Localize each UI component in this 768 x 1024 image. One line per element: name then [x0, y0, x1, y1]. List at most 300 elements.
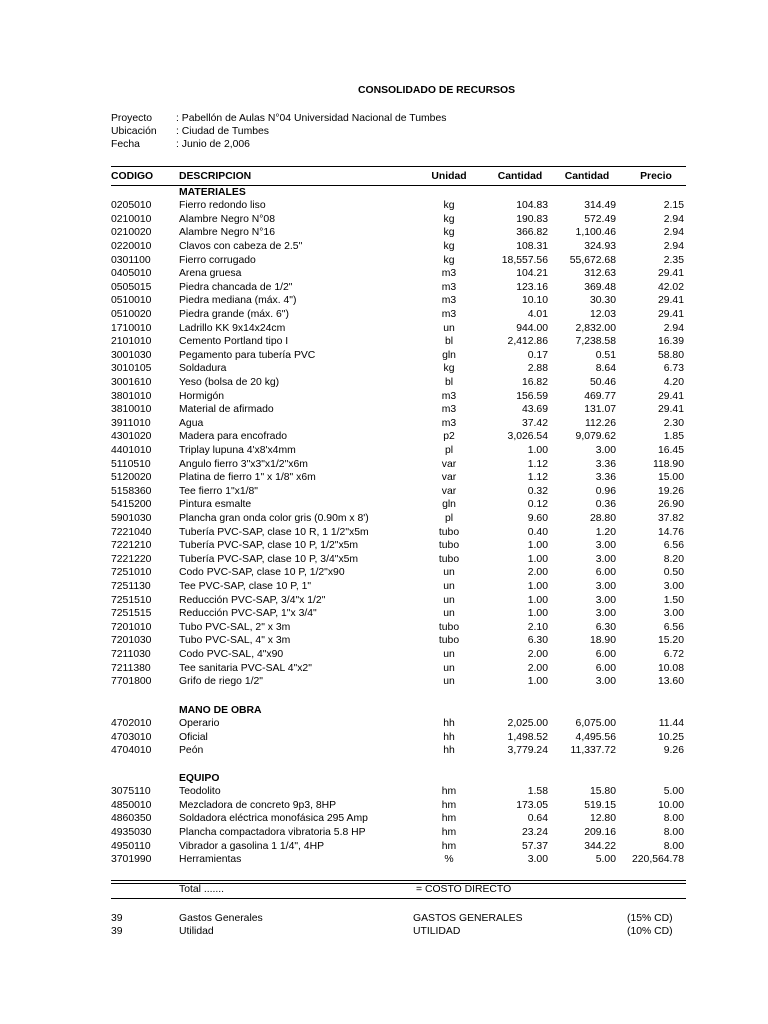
descripcion-cell: Tee fierro 1"x1/8"	[179, 485, 258, 497]
cantidad-2-cell: 55,672.68	[569, 254, 616, 266]
cantidad-2-cell: 6.30	[595, 621, 616, 633]
section-heading: MATERIALES	[179, 186, 246, 198]
cantidad-1-cell: 1.12	[527, 458, 548, 470]
table-row	[0, 404, 768, 418]
precio-cell: 6.72	[663, 648, 684, 660]
table-row	[0, 282, 768, 296]
precio-cell: 2.94	[663, 322, 684, 334]
codigo-cell: 7211380	[111, 662, 151, 674]
precio-cell: 14.76	[657, 526, 684, 538]
table-row	[0, 418, 768, 432]
descripcion-cell: Angulo fierro 3"x3"x1/2"x6m	[179, 458, 308, 470]
cantidad-1-cell: 104.21	[516, 268, 548, 280]
table-row	[0, 663, 768, 677]
unidad-cell: p2	[443, 431, 455, 443]
codigo-cell: 1710010	[111, 322, 152, 334]
descripcion-cell: Plancha gran onda color gris (0.90m x 8')	[179, 512, 369, 524]
table-row	[0, 459, 768, 473]
descripcion-cell: Tee PVC-SAP, clase 10 P, 1"	[179, 580, 312, 592]
unidad-cell: hh	[443, 745, 455, 757]
cantidad-2-cell: 3.00	[595, 608, 616, 620]
unidad-cell: var	[441, 458, 457, 470]
descripcion-cell: Hormigón	[179, 390, 225, 402]
codigo-cell: 3001030	[111, 349, 152, 361]
table-row	[0, 786, 768, 800]
indirect-pct: (10% CD)	[627, 926, 673, 937]
cantidad-2-cell: 3.00	[595, 540, 616, 552]
cantidad-2-cell: 28.80	[589, 512, 616, 524]
codigo-cell: 7201030	[111, 635, 152, 647]
precio-cell: 8.00	[663, 840, 684, 852]
precio-cell: 2.94	[663, 240, 684, 252]
cantidad-2-cell: 6.00	[595, 648, 616, 660]
table-row	[0, 268, 768, 282]
descripcion-cell: Cemento Portland tipo I	[179, 336, 289, 348]
codigo-cell: 7221040	[111, 526, 152, 538]
precio-cell: 1.50	[663, 594, 684, 606]
indirect-label: UTILIDAD	[413, 926, 461, 937]
codigo-cell: 5110510	[111, 458, 151, 470]
codigo-cell: 7251130	[111, 580, 151, 592]
indirect-desc: Gastos Generales	[179, 913, 263, 924]
cantidad-2-cell: 4,495.56	[575, 731, 616, 743]
cantidad-2-cell: 12.80	[589, 813, 616, 825]
total-top-rule	[111, 880, 686, 881]
total-value: = COSTO DIRECTO	[416, 884, 512, 895]
descripcion-cell: Piedra chancada de 1/2"	[179, 281, 293, 293]
cantidad-1-cell: 156.59	[516, 390, 548, 402]
precio-cell: 29.41	[657, 268, 684, 280]
cantidad-1-cell: 1.12	[527, 472, 548, 484]
codigo-cell: 2101010	[111, 336, 152, 348]
codigo-cell: 3010105	[111, 363, 152, 375]
cantidad-2-cell: 6.00	[595, 662, 616, 674]
codigo-cell: 3001610	[111, 376, 152, 388]
header-top-rule	[111, 166, 686, 167]
cantidad-1-cell: 10.10	[521, 295, 548, 307]
cantidad-1-cell: 4.01	[527, 308, 548, 320]
descripcion-cell: Reducción PVC-SAP, 3/4"x 1/2"	[179, 594, 326, 606]
indirect-label: GASTOS GENERALES	[413, 913, 523, 924]
unidad-cell: m3	[441, 295, 457, 307]
precio-cell: 9.26	[663, 745, 684, 757]
unidad-cell: m3	[441, 281, 457, 293]
table-row	[0, 323, 768, 337]
precio-cell: 8.20	[663, 553, 684, 565]
proyecto-value: : Pabellón de Aulas N°04 Universidad Nacional de Tumbes	[176, 113, 447, 124]
precio-cell: 118.90	[652, 458, 684, 470]
cantidad-1-cell: 2.00	[527, 662, 548, 674]
descripcion-cell: Madera para encofrado	[179, 431, 288, 443]
codigo-cell: 4860350	[111, 813, 152, 825]
table-row	[0, 486, 768, 500]
unidad-cell: hm	[441, 840, 457, 852]
indirect-code: 39	[111, 926, 123, 937]
unidad-cell: tubo	[438, 553, 460, 565]
precio-cell: 10.00	[657, 799, 684, 811]
cantidad-1-cell: 6.30	[527, 635, 548, 647]
codigo-cell: 5158360	[111, 485, 152, 497]
precio-cell: 29.41	[657, 390, 684, 402]
precio-cell: 13.60	[657, 676, 684, 688]
table-row	[0, 608, 768, 622]
descripcion-cell: Clavos con cabeza de 2.5"	[179, 240, 303, 252]
codigo-cell: 0505015	[111, 281, 152, 293]
document-title: CONSOLIDADO DE RECURSOS	[358, 85, 516, 96]
cantidad-1-cell: 18,557.56	[501, 254, 548, 266]
cantidad-1-cell: 190.83	[516, 213, 548, 225]
proyecto-label: Proyecto	[111, 113, 153, 124]
indirect-code: 39	[111, 913, 123, 924]
table-row	[0, 255, 768, 269]
codigo-cell: 7251515	[111, 608, 152, 620]
cantidad-1-cell: 0.12	[527, 499, 548, 511]
cantidad-1-cell: 3,026.54	[507, 431, 548, 443]
descripcion-cell: Grifo de riego 1/2"	[179, 676, 263, 688]
codigo-cell: 0510010	[111, 295, 152, 307]
precio-cell: 26.90	[657, 499, 684, 511]
cantidad-1-cell: 1,498.52	[507, 731, 548, 743]
cantidad-1-cell: 1.58	[527, 786, 548, 798]
section-heading: EQUIPO	[179, 772, 220, 784]
cantidad-2-cell: 131.07	[584, 404, 616, 416]
cantidad-2-cell: 0.51	[595, 349, 616, 361]
codigo-cell: 4950110	[111, 840, 151, 852]
table-row	[0, 377, 768, 391]
table-row	[0, 854, 768, 868]
unidad-cell: gln	[442, 349, 456, 361]
cantidad-1-cell: 1.00	[527, 553, 548, 565]
cantidad-1-cell: 1.00	[527, 608, 548, 620]
table-row	[0, 800, 768, 814]
codigo-cell: 4401010	[111, 444, 152, 456]
cantidad-1-cell: 3.00	[527, 854, 548, 866]
precio-cell: 3.00	[663, 580, 684, 592]
codigo-cell: 7251010	[111, 567, 152, 579]
unidad-cell: hm	[441, 799, 457, 811]
descripcion-cell: Soldadora eléctrica monofásica 295 Amp	[179, 813, 368, 825]
table-row	[0, 649, 768, 663]
table-row	[0, 363, 768, 377]
precio-cell: 2.35	[663, 254, 684, 266]
cantidad-2-cell: 7,238.58	[575, 336, 616, 348]
descripcion-cell: Alambre Negro N°16	[179, 227, 275, 239]
unidad-cell: pl	[444, 512, 454, 524]
cantidad-2-cell: 0.96	[595, 485, 616, 497]
table-row	[0, 200, 768, 214]
cantidad-1-cell: 123.16	[516, 281, 548, 293]
total-bottom-rule	[111, 898, 686, 899]
descripcion-cell: Fierro redondo liso	[179, 200, 266, 212]
descripcion-cell: Tubo PVC-SAL, 4" x 3m	[179, 635, 291, 647]
table-row	[0, 745, 768, 759]
codigo-cell: 4703010	[111, 731, 152, 743]
cantidad-1-cell: 9.60	[527, 512, 548, 524]
unidad-cell: un	[443, 608, 455, 620]
cantidad-2-cell: 11,337.72	[570, 745, 616, 757]
codigo-cell: 4704010	[111, 745, 152, 757]
unidad-cell: bl	[444, 336, 454, 348]
precio-cell: 2.15	[663, 200, 684, 212]
header-codigo: CODIGO	[111, 171, 154, 182]
cantidad-1-cell: 0.17	[527, 349, 548, 361]
ubicacion-value: : Ciudad de Tumbes	[176, 126, 269, 137]
precio-cell: 1.85	[663, 431, 684, 443]
cantidad-1-cell: 366.82	[516, 227, 548, 239]
descripcion-cell: Herramientas	[179, 854, 242, 866]
header-cantidad-2: Cantidad	[564, 171, 610, 182]
unidad-cell: hm	[441, 786, 457, 798]
precio-cell: 58.80	[657, 349, 684, 361]
unidad-cell: un	[443, 322, 455, 334]
cantidad-1-cell: 0.64	[527, 813, 548, 825]
descripcion-cell: Tee sanitaria PVC-SAL 4"x2"	[179, 662, 312, 674]
cantidad-2-cell: 15.80	[589, 786, 616, 798]
precio-cell: 10.08	[657, 662, 684, 674]
codigo-cell: 0301100	[111, 254, 151, 266]
table-row	[0, 554, 768, 568]
unidad-cell: m3	[441, 417, 457, 429]
table-row	[0, 295, 768, 309]
unidad-cell: un	[443, 648, 455, 660]
ubicacion-label: Ubicación	[111, 126, 157, 137]
indirect-desc: Utilidad	[179, 926, 214, 937]
precio-cell: 29.41	[657, 308, 684, 320]
cantidad-2-cell: 1.20	[595, 526, 616, 538]
descripcion-cell: Mezcladora de concreto 9p3, 8HP	[179, 799, 337, 811]
table-row	[0, 350, 768, 364]
unidad-cell: tubo	[438, 540, 460, 552]
descripcion-cell: Pegamento para tubería PVC	[179, 349, 316, 361]
cantidad-1-cell: 2,412.86	[507, 336, 548, 348]
table-row	[0, 595, 768, 609]
table-row	[0, 841, 768, 855]
cantidad-2-cell: 519.15	[584, 799, 616, 811]
precio-cell: 0.50	[663, 567, 684, 579]
descripcion-cell: Triplay lupuna 4'x8'x4mm	[179, 444, 296, 456]
unidad-cell: kg	[443, 240, 455, 252]
cantidad-1-cell: 1.00	[527, 580, 548, 592]
table-row	[0, 567, 768, 581]
cantidad-2-cell: 2,832.00	[575, 322, 616, 334]
precio-cell: 2.94	[663, 213, 684, 225]
cantidad-2-cell: 572.49	[584, 213, 616, 225]
codigo-cell: 3911010	[111, 417, 151, 429]
table-row	[0, 813, 768, 827]
cantidad-1-cell: 2.00	[527, 567, 548, 579]
descripcion-cell: Codo PVC-SAP, clase 10 P, 1/2"x90	[179, 567, 345, 579]
codigo-cell: 4850010	[111, 799, 152, 811]
cantidad-2-cell: 8.64	[595, 363, 616, 375]
precio-cell: 2.94	[663, 227, 684, 239]
unidad-cell: kg	[443, 363, 455, 375]
descripcion-cell: Plancha compactadora vibratoria 5.8 HP	[179, 826, 366, 838]
unidad-cell: tubo	[438, 621, 460, 633]
unidad-cell: gln	[442, 499, 456, 511]
precio-cell: 15.20	[657, 635, 684, 647]
table-row	[0, 622, 768, 636]
cantidad-1-cell: 108.31	[516, 240, 548, 252]
cantidad-2-cell: 209.16	[584, 826, 616, 838]
unidad-cell: hh	[443, 718, 455, 730]
cantidad-2-cell: 3.00	[595, 676, 616, 688]
codigo-cell: 4935030	[111, 826, 152, 838]
cantidad-2-cell: 9,079.62	[575, 431, 616, 443]
precio-cell: 6.73	[663, 363, 684, 375]
descripcion-cell: Piedra mediana (máx. 4")	[179, 295, 297, 307]
descripcion-cell: Tubería PVC-SAP, clase 10 P, 3/4"x5m	[179, 553, 359, 565]
table-row	[0, 309, 768, 323]
unidad-cell: var	[441, 485, 457, 497]
cantidad-1-cell: 944.00	[516, 322, 548, 334]
cantidad-2-cell: 18.90	[589, 635, 616, 647]
table-row	[0, 227, 768, 241]
descripcion-cell: Tubería PVC-SAP, clase 10 P, 1/2"x5m	[179, 540, 359, 552]
descripcion-cell: Tubo PVC-SAL, 2" x 3m	[179, 621, 291, 633]
unidad-cell: m3	[441, 404, 457, 416]
cantidad-2-cell: 5.00	[595, 854, 616, 866]
precio-cell: 29.41	[657, 404, 684, 416]
table-row	[0, 527, 768, 541]
unidad-cell: un	[443, 676, 455, 688]
precio-cell: 6.56	[663, 621, 684, 633]
cantidad-1-cell: 1.00	[527, 444, 548, 456]
precio-cell: 8.00	[663, 826, 684, 838]
cantidad-1-cell: 16.82	[521, 376, 548, 388]
table-row	[0, 336, 768, 350]
cantidad-1-cell: 1.00	[527, 540, 548, 552]
cantidad-2-cell: 369.48	[584, 281, 616, 293]
unidad-cell: un	[443, 594, 455, 606]
cantidad-2-cell: 3.36	[595, 472, 616, 484]
descripcion-cell: Fierro corrugado	[179, 254, 256, 266]
cantidad-1-cell: 37.42	[521, 417, 548, 429]
unidad-cell: bl	[444, 376, 454, 388]
table-row	[0, 540, 768, 554]
codigo-cell: 5901030	[111, 512, 152, 524]
codigo-cell: 3801010	[111, 390, 152, 402]
cantidad-1-cell: 1.00	[527, 676, 548, 688]
unidad-cell: m3	[441, 390, 457, 402]
unidad-cell: un	[443, 580, 455, 592]
cantidad-1-cell: 23.24	[521, 826, 548, 838]
codigo-cell: 5120020	[111, 472, 152, 484]
table-row	[0, 445, 768, 459]
cantidad-1-cell: 173.05	[516, 799, 548, 811]
table-row	[0, 472, 768, 486]
descripcion-cell: Operario	[179, 718, 220, 730]
unidad-cell: kg	[443, 200, 455, 212]
table-row	[0, 499, 768, 513]
cantidad-2-cell: 6.00	[595, 567, 616, 579]
table-row	[0, 581, 768, 595]
descripcion-cell: Tubería PVC-SAP, clase 10 R, 1 1/2"x5m	[179, 526, 369, 538]
table-row	[0, 391, 768, 405]
cantidad-2-cell: 324.93	[584, 240, 616, 252]
cantidad-2-cell: 344.22	[584, 840, 616, 852]
codigo-cell: 7221220	[111, 553, 152, 565]
cantidad-1-cell: 2,025.00	[507, 718, 548, 730]
unidad-cell: pl	[444, 444, 454, 456]
cantidad-2-cell: 3.00	[595, 594, 616, 606]
codigo-cell: 0205010	[111, 200, 152, 212]
header-cantidad-1: Cantidad	[497, 171, 543, 182]
unidad-cell: un	[443, 567, 455, 579]
table-row	[0, 513, 768, 527]
cantidad-2-cell: 0.36	[595, 499, 616, 511]
unidad-cell: m3	[441, 308, 457, 320]
cantidad-2-cell: 469.77	[584, 390, 616, 402]
unidad-cell: un	[443, 662, 455, 674]
codigo-cell: 0210020	[111, 227, 152, 239]
precio-cell: 19.26	[657, 485, 684, 497]
codigo-cell: 3075110	[111, 786, 151, 798]
codigo-cell: 7211030	[111, 648, 151, 660]
cantidad-2-cell: 50.46	[589, 376, 616, 388]
codigo-cell: 4702010	[111, 718, 152, 730]
precio-cell: 2.30	[663, 417, 684, 429]
section-heading: MANO DE OBRA	[179, 704, 262, 716]
unidad-cell: hm	[441, 813, 457, 825]
codigo-cell: 4301020	[111, 431, 152, 443]
unidad-cell: var	[441, 472, 457, 484]
precio-cell: 11.44	[658, 718, 684, 730]
precio-cell: 8.00	[663, 813, 684, 825]
precio-cell: 6.56	[663, 540, 684, 552]
descripcion-cell: Vibrador a gasolina 1 1/4", 4HP	[179, 840, 325, 852]
table-row	[0, 676, 768, 690]
descripcion-cell: Arena gruesa	[179, 268, 242, 280]
precio-cell: 42.02	[657, 281, 684, 293]
cantidad-1-cell: 1.00	[527, 594, 548, 606]
descripcion-cell: Peón	[179, 745, 204, 757]
unidad-cell: hh	[443, 731, 455, 743]
precio-cell: 29.41	[657, 295, 684, 307]
cantidad-2-cell: 1,100.46	[575, 227, 616, 239]
cantidad-2-cell: 30.30	[589, 295, 616, 307]
descripcion-cell: Alambre Negro N°08	[179, 213, 275, 225]
codigo-cell: 0220010	[111, 240, 152, 252]
cantidad-1-cell: 2.00	[527, 648, 548, 660]
descripcion-cell: Teodolito	[179, 786, 221, 798]
precio-cell: 3.00	[663, 608, 684, 620]
cantidad-1-cell: 104.83	[516, 200, 548, 212]
precio-cell: 15.00	[657, 472, 684, 484]
cantidad-1-cell: 0.40	[527, 526, 548, 538]
codigo-cell: 7701800	[111, 676, 152, 688]
descripcion-cell: Platina de fierro 1" x 1/8" x6m	[179, 472, 316, 484]
descripcion-cell: Yeso (bolsa de 20 kg)	[179, 376, 280, 388]
unidad-cell: hm	[441, 826, 457, 838]
codigo-cell: 3810010	[111, 404, 152, 416]
header-precio: Precio	[640, 171, 672, 182]
codigo-cell: 7251510	[111, 594, 152, 606]
unidad-cell: kg	[443, 254, 455, 266]
table-row	[0, 635, 768, 649]
cantidad-2-cell: 3.36	[595, 458, 616, 470]
descripcion-cell: Oficial	[179, 731, 208, 743]
cantidad-2-cell: 312.63	[584, 268, 616, 280]
precio-cell: 4.20	[663, 376, 684, 388]
descripcion-cell: Soldadura	[179, 363, 227, 375]
precio-cell: 16.45	[657, 444, 684, 456]
unidad-cell: tubo	[438, 526, 460, 538]
codigo-cell: 7201010	[111, 621, 152, 633]
precio-cell: 5.00	[663, 786, 684, 798]
unidad-cell: %	[444, 854, 454, 866]
descripcion-cell: Piedra grande (máx. 6")	[179, 308, 289, 320]
indirect-pct: (15% CD)	[627, 913, 673, 924]
